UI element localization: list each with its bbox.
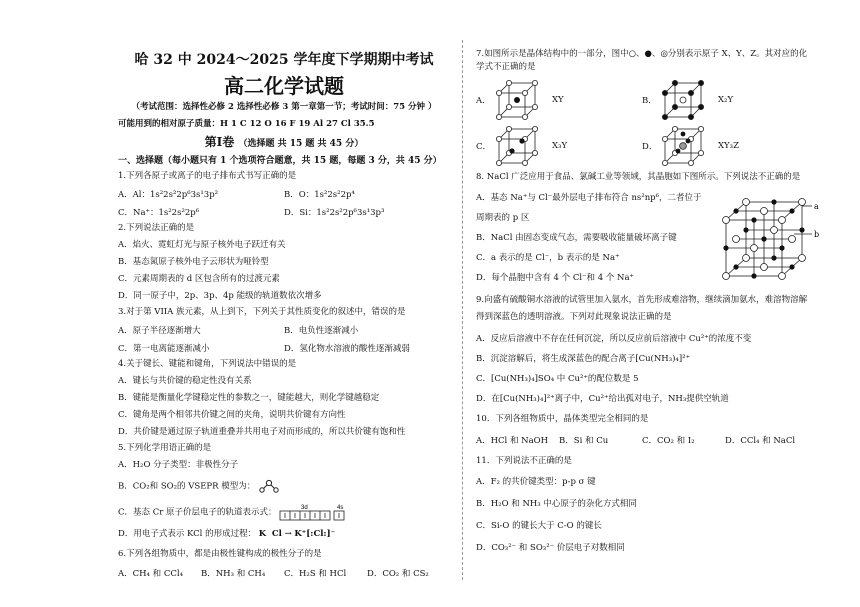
q10-options xyxy=(476,434,808,446)
question-1: 1.下列各原子或离子的电子排布式书写正确的是 xyxy=(118,171,297,181)
question-8: 8. NaCl 广泛应用于食品、氯碱工业等领域，其晶胞如下图所示。下列说法不正确的是 xyxy=(476,172,801,182)
q1-options-row1 xyxy=(118,188,450,200)
part-title xyxy=(118,133,450,150)
q5-option-b xyxy=(118,479,450,493)
q11-option-a: A．F₂ 的共价键类型：p-p σ 键 xyxy=(476,477,596,487)
q5-option-d-text: D．用电子式表示 KCl 的形成过程： xyxy=(118,529,257,539)
crystal-cell-b xyxy=(660,80,706,120)
q3-options-row1 xyxy=(118,324,450,336)
part1-label: 第Ⅰ卷 xyxy=(204,135,235,149)
q11-option-b: B．H₂O 和 NH₃ 中心原子的杂化方式相同 xyxy=(476,499,637,509)
left-column xyxy=(118,0,450,579)
q4-option-c: C．键角是两个相邻共价键之间的夹角，说明共价键有方向性 xyxy=(118,410,346,420)
nacl-unit-cell-figure xyxy=(720,198,820,280)
q9-option-a: A．反应后溶液中不存在任何沉淀，所以反应前后溶液中 Cu²⁺的浓度不变 xyxy=(476,334,752,344)
question-4: 4.关于键长、键能和键角，下列说法中错误的是 xyxy=(118,359,297,369)
q8-option-a-cont: 周期表的 p 区 xyxy=(476,213,530,223)
q5-option-a: A．H₂O 分子类型：非极性分子 xyxy=(118,460,239,470)
q6-option-d: D．CO₂ 和 CS₂ xyxy=(367,569,429,579)
q7-formula-b: X₂Y xyxy=(718,95,734,105)
q1-option-b: B．O：1s²2s²2p⁴ xyxy=(284,190,355,200)
q5-option-c xyxy=(118,503,450,521)
q3-options-row2 xyxy=(118,342,450,354)
cr-orbital-diagram xyxy=(279,503,351,521)
crystal-cell-c xyxy=(494,126,540,166)
q4-option-d: D．共价键是通过原子轨道重叠并共用电子对而形成的，所以共价键有饱和性 xyxy=(118,427,406,437)
q7-option-c xyxy=(476,126,642,166)
question-7: 7.如图所示是晶体结构中的一部分，图中○、●、◎分别表示原子 X、Y、Z。其对应的化学式不正确的是 xyxy=(476,49,808,72)
orbital-label-3d: 3d xyxy=(301,505,308,511)
kcl-product: K⁺[:Cl:]⁻ xyxy=(294,529,336,539)
q8-option-b: B．NaCl 由固态变成气态，需要吸收能量破坏离子键 xyxy=(476,233,677,243)
q8-option-d: D．每个晶胞中含有 4 个 Cl⁻和 4 个 Na⁺ xyxy=(476,273,635,283)
q7-label-d: D． xyxy=(642,142,658,152)
question-5: 5.下列化学用语正确的是 xyxy=(118,443,212,453)
q7-option-a xyxy=(476,80,642,120)
vsepr-model-icon xyxy=(258,479,280,493)
q6-options xyxy=(118,567,450,579)
q6-option-b: B．NH₃ 和 CH₄ xyxy=(201,569,266,579)
question-6: 6.下列各组物质中，都是由极性键构成的极性分子的是 xyxy=(118,549,322,559)
column-divider xyxy=(462,40,463,580)
q1-option-c: C．Na⁺：1s²2s²2p⁶ xyxy=(118,208,200,218)
q10-option-d: D．CCl₄ 和 NaCl xyxy=(725,436,796,446)
q1-option-d: D．Si：1s²2s²2p⁶3s¹3p³ xyxy=(284,208,385,218)
q8-option-c: C．a 表示的是 Cl⁻，b 表示的是 Na⁺ xyxy=(476,253,620,263)
atomic-masses: 可能用到的相对原子质量：H 1 C 12 O 16 F 19 Al 27 Cl 35.5 xyxy=(118,119,375,129)
q3-option-c: C．第一电离能逐渐减小 xyxy=(118,344,210,354)
q7-label-a: A． xyxy=(476,96,491,106)
q2-option-b: B．基态氮原子核外电子云形状为哑铃型 xyxy=(118,257,269,267)
q10-option-c: C．CO₂ 和 I₂ xyxy=(642,436,695,446)
q3-option-a: A．原子半径逐渐增大 xyxy=(118,326,201,336)
q7-option-d xyxy=(642,126,808,166)
q10-option-a: A．HCl 和 NaOH xyxy=(476,436,549,446)
q7-label-c: C． xyxy=(476,142,492,152)
kcl-k-symbol: K xyxy=(258,529,267,539)
subject-title: 高二化学试题 xyxy=(224,74,344,98)
q7-figures xyxy=(476,80,808,166)
q1-option-a: A．Al：1s²2s²2p⁶3s¹3p² xyxy=(118,190,219,200)
q10-option-b: B．Si 和 Cu xyxy=(559,436,609,446)
orbital-label-4s: 4s xyxy=(337,505,344,511)
q4-option-a: A．键长与共价键的稳定性没有关系 xyxy=(118,376,252,386)
q5-option-d xyxy=(118,529,450,540)
crystal-cell-a xyxy=(494,80,540,120)
q9-option-b: B．沉淀溶解后，将生成深蓝色的配合离子[Cu(NH₃)₄]²⁺ xyxy=(476,354,691,364)
question-11: 11．下列说法不正确的是 xyxy=(476,456,572,466)
q2-option-c: C．元素周期表的 d 区包含所有的过渡元素 xyxy=(118,274,280,284)
q7-formula-d: XY₃Z xyxy=(718,141,739,151)
q11-option-d: D．CO₃²⁻ 和 SO₃²⁻ 价层电子对数相同 xyxy=(476,543,625,553)
q1-options-row2 xyxy=(118,206,450,218)
q8-options xyxy=(476,193,708,284)
question-3: 3.对于第 VIIA 族元素，从上到下，下列关于其性质变化的叙述中，错误的是 xyxy=(118,307,406,317)
q7-option-b xyxy=(642,80,808,120)
question-2: 2.下列说法正确的是 xyxy=(118,223,195,233)
q7-label-b: B． xyxy=(642,96,657,106)
exam-scope: （考试范围：选择性必修 2 选择性必修 3 第一章第一节；考试时间：75 分钟 ） xyxy=(131,102,437,112)
q6-option-c: C．H₂S 和 HCl xyxy=(284,569,347,579)
label-b: b xyxy=(814,230,820,239)
q8-option-a: A．基态 Na⁺与 Cl⁻最外层电子排布符合 ns²np⁶，二者位于 xyxy=(476,193,702,203)
q2-option-d: D．同一原子中，2p、3p、4p 能级的轨道数依次增多 xyxy=(118,291,322,301)
section-heading: 一、选择题（每小题只有 1 个选项符合题意，共 15 题，每题 3 分，共 45 分） xyxy=(118,156,442,166)
question-9: 9.向盛有硫酸铜水溶液的试管里加入氨水，首先形成难溶物，继续滴加氨水，难溶物溶解得到深蓝色的透明溶液。下列对此现象说法正确的是 xyxy=(476,295,808,322)
q2-option-a: A．焰火、霓虹灯光与原子核外电子跃迁有关 xyxy=(118,240,286,250)
q9-option-d: D．在[Cu(NH₃)₄]²⁺离子中，Cu²⁺给出孤对电子，NH₃提供空轨道 xyxy=(476,394,729,404)
kcl-cl-symbol: Cl xyxy=(271,529,282,539)
q4-option-b: B．键能是衡量化学键稳定性的参数之一，键能越大，则化学键越稳定 xyxy=(118,393,380,403)
q11-option-c: C．Si-O 的键长大于 C-O 的键长 xyxy=(476,521,602,531)
q5-option-b-text: B．CO₂和 SO₂的 VSEPR 模型为： xyxy=(118,481,256,492)
q9-option-c: C．[Cu(NH₃)₄]SO₄ 中 Cu²⁺的配位数是 5 xyxy=(476,374,639,384)
q5-option-c-text: C．基态 Cr 原子价层电子的轨道表示式： xyxy=(118,507,277,518)
q3-option-b: B．电负性逐渐减小 xyxy=(284,326,359,336)
label-a: a xyxy=(814,202,819,211)
crystal-cell-d xyxy=(660,126,706,166)
question-10: 10．下列各组物质中，晶体类型完全相同的是 xyxy=(476,414,649,424)
q7-formula-a: XY xyxy=(552,95,564,105)
q6-option-a: A．CH₄ 和 CCl₄ xyxy=(118,569,183,579)
part1-note: （选择题 共 15 题 共 45 分） xyxy=(238,139,364,149)
arrow-icon: → xyxy=(284,529,292,539)
q3-option-d: D．氢化物水溶液的酸性逐渐减弱 xyxy=(284,344,410,354)
exam-title: 哈 32 中 2024～2025 学年度下学期期中考试 xyxy=(134,52,434,68)
q7-formula-c: X₃Y xyxy=(552,141,568,151)
